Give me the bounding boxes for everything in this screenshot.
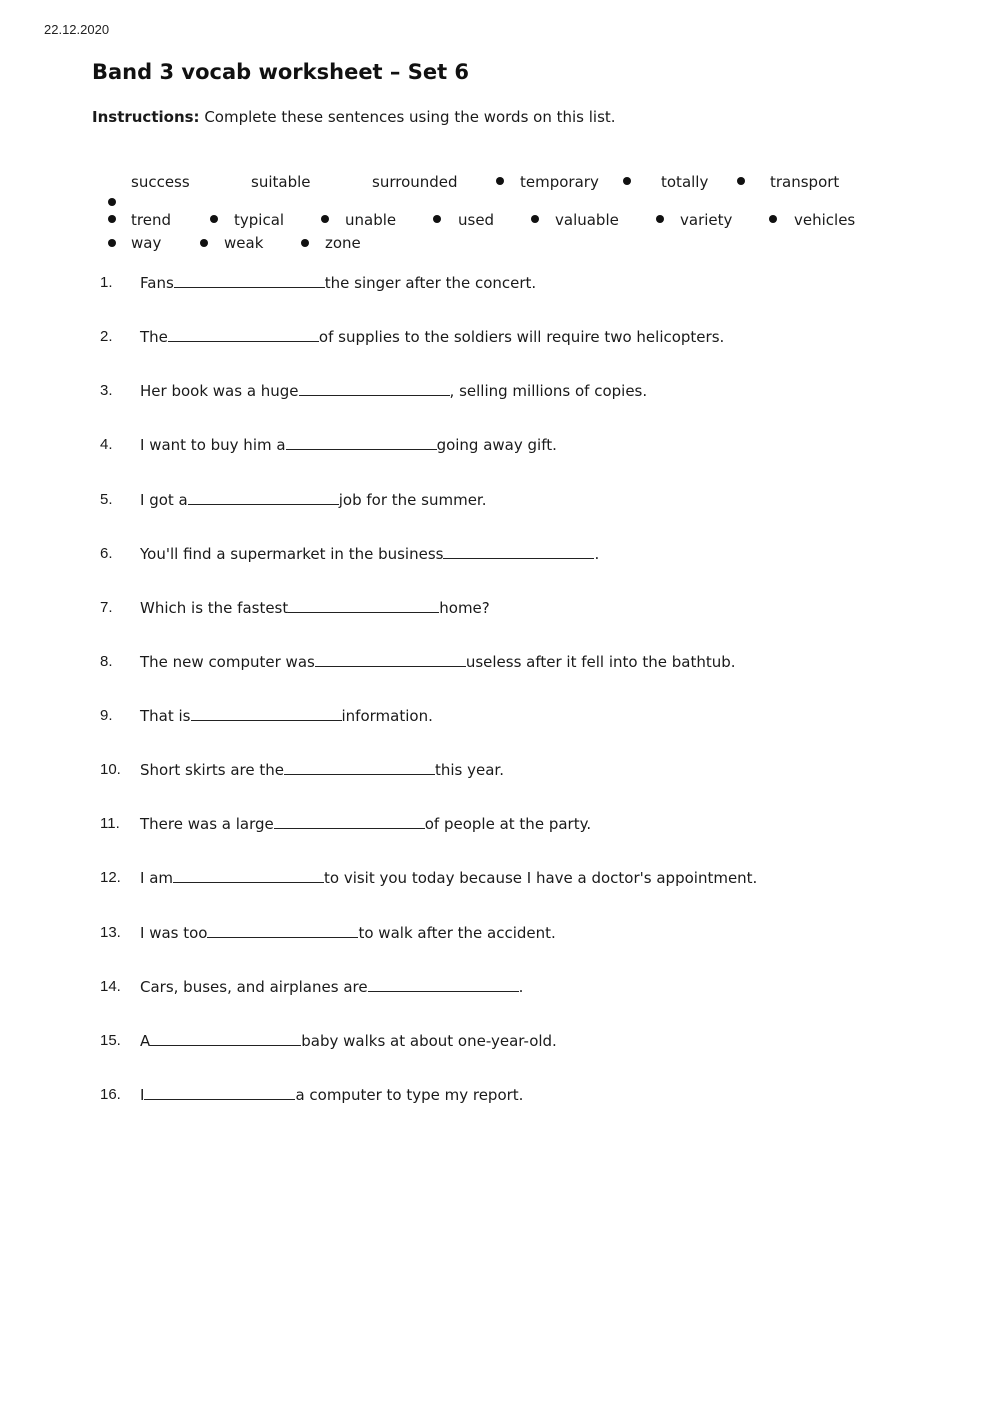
question-text-after: to visit you today because I have a doctor's appointment. [324,869,758,887]
question-number: 7. [100,599,113,616]
question-item [0,1085,1000,1105]
word-bank-item: unable [345,211,397,229]
question-text-after: of supplies to the soldiers will require two helicopters. [318,328,725,346]
answer-blank[interactable] [286,435,437,450]
word-bank-item: weak [224,234,264,252]
word-bank-item: trend [131,211,171,229]
word-bank-item: variety [680,211,733,229]
question-number: 2. [100,328,113,345]
question-text-after: information. [341,707,433,725]
instructions-label: Instructions: [92,108,200,126]
answer-blank[interactable] [174,273,325,288]
question-item [0,435,1000,455]
answer-blank[interactable] [188,490,339,505]
question-number: 6. [100,545,113,562]
question-number: 9. [100,707,113,724]
question-item [0,327,1000,347]
bullet-icon [108,215,116,223]
question-text-after: , selling millions of copies. [449,382,648,400]
word-bank-item: suitable [251,173,311,191]
question-text-before: I got a [140,491,188,509]
question-number: 5. [100,491,113,508]
word-bank-item: vehicles [794,211,856,229]
answer-blank[interactable] [144,1085,295,1100]
question-number: 12. [100,869,121,886]
bullet-icon [200,239,208,247]
question-text-after: home? [439,599,490,617]
word-bank-item: typical [234,211,285,229]
answer-blank[interactable] [150,1031,301,1046]
question-text-after: . [594,545,600,563]
question-item [0,760,1000,780]
question-item [0,977,1000,997]
question-text-before: The [140,328,168,346]
question-text-before: You'll find a supermarket in the business [140,545,444,563]
question-text-before: Which is the fastest [140,599,289,617]
answer-blank[interactable] [315,652,466,667]
answer-blank[interactable] [368,977,519,992]
bullet-icon [433,215,441,223]
word-bank-item: valuable [555,211,619,229]
question-text-after: to walk after the accident. [358,924,556,942]
bullet-icon [769,215,777,223]
answer-blank[interactable] [299,381,450,396]
question-item [0,273,1000,293]
question-text-after: a computer to type my report. [295,1086,524,1104]
question-item [0,1031,1000,1051]
question-text-before: I want to buy him a [140,436,286,454]
instructions-text: Complete these sentences using the words on this list. [199,108,616,126]
question-text-after: . [518,978,524,996]
question-text-before: Fans [140,274,174,292]
document-date: 22.12.2020 [44,22,110,37]
instructions [92,108,616,126]
answer-blank[interactable] [284,760,435,775]
question-text-before: A [140,1032,151,1050]
question-text-before: I [140,1086,145,1104]
question-text-after: job for the summer. [338,491,487,509]
bullet-icon [496,177,504,185]
question-number: 16. [100,1086,121,1103]
word-bank-item: zone [325,234,361,252]
question-text-before: There was a large [140,815,274,833]
answer-blank[interactable] [207,923,358,938]
question-number: 8. [100,653,113,670]
question-text-before: Cars, buses, and airplanes are [140,978,368,996]
question-item [0,706,1000,726]
question-number: 1. [100,274,113,291]
question-item [0,598,1000,618]
question-text-after: going away gift. [436,436,557,454]
question-item [0,868,1000,888]
worksheet-title: Band 3 vocab worksheet – Set 6 [92,60,470,84]
question-item [0,652,1000,672]
bullet-icon [531,215,539,223]
question-item [0,544,1000,564]
bullet-icon [656,215,664,223]
question-number: 4. [100,436,113,453]
answer-blank[interactable] [173,868,324,883]
question-number: 11. [100,815,120,832]
question-text-before: I am [140,869,173,887]
answer-blank[interactable] [443,544,594,559]
bullet-icon [108,198,116,206]
question-text-after: of people at the party. [424,815,592,833]
bullet-icon [623,177,631,185]
bullet-icon [301,239,309,247]
question-item [0,814,1000,834]
word-bank-item: used [458,211,495,229]
question-text-after: baby walks at about one-year-old. [301,1032,557,1050]
question-text-before: I was too [140,924,208,942]
bullet-icon [737,177,745,185]
question-item [0,923,1000,943]
question-item [0,381,1000,401]
word-bank-item: transport [770,173,840,191]
question-text-before: That is [140,707,191,725]
answer-blank[interactable] [288,598,439,613]
question-number: 10. [100,761,121,778]
answer-blank[interactable] [168,327,319,342]
word-bank-item: surrounded [372,173,458,191]
question-text-before: The new computer was [140,653,315,671]
answer-blank[interactable] [191,706,342,721]
question-number: 15. [100,1032,121,1049]
word-bank-item: success [131,173,190,191]
question-text-after: useless after it fell into the bathtub. [465,653,736,671]
word-bank-item: temporary [520,173,599,191]
question-text-after: the singer after the concert. [324,274,537,292]
bullet-icon [108,239,116,247]
word-bank-item: way [131,234,162,252]
question-text-before: Her book was a huge [140,382,299,400]
answer-blank[interactable] [274,814,425,829]
bullet-icon [321,215,329,223]
question-text-after: this year. [434,761,504,779]
question-number: 3. [100,382,113,399]
question-number: 14. [100,978,121,995]
question-item [0,490,1000,510]
question-text-before: Short skirts are the [140,761,284,779]
bullet-icon [210,215,218,223]
question-number: 13. [100,924,121,941]
word-bank-item: totally [661,173,709,191]
